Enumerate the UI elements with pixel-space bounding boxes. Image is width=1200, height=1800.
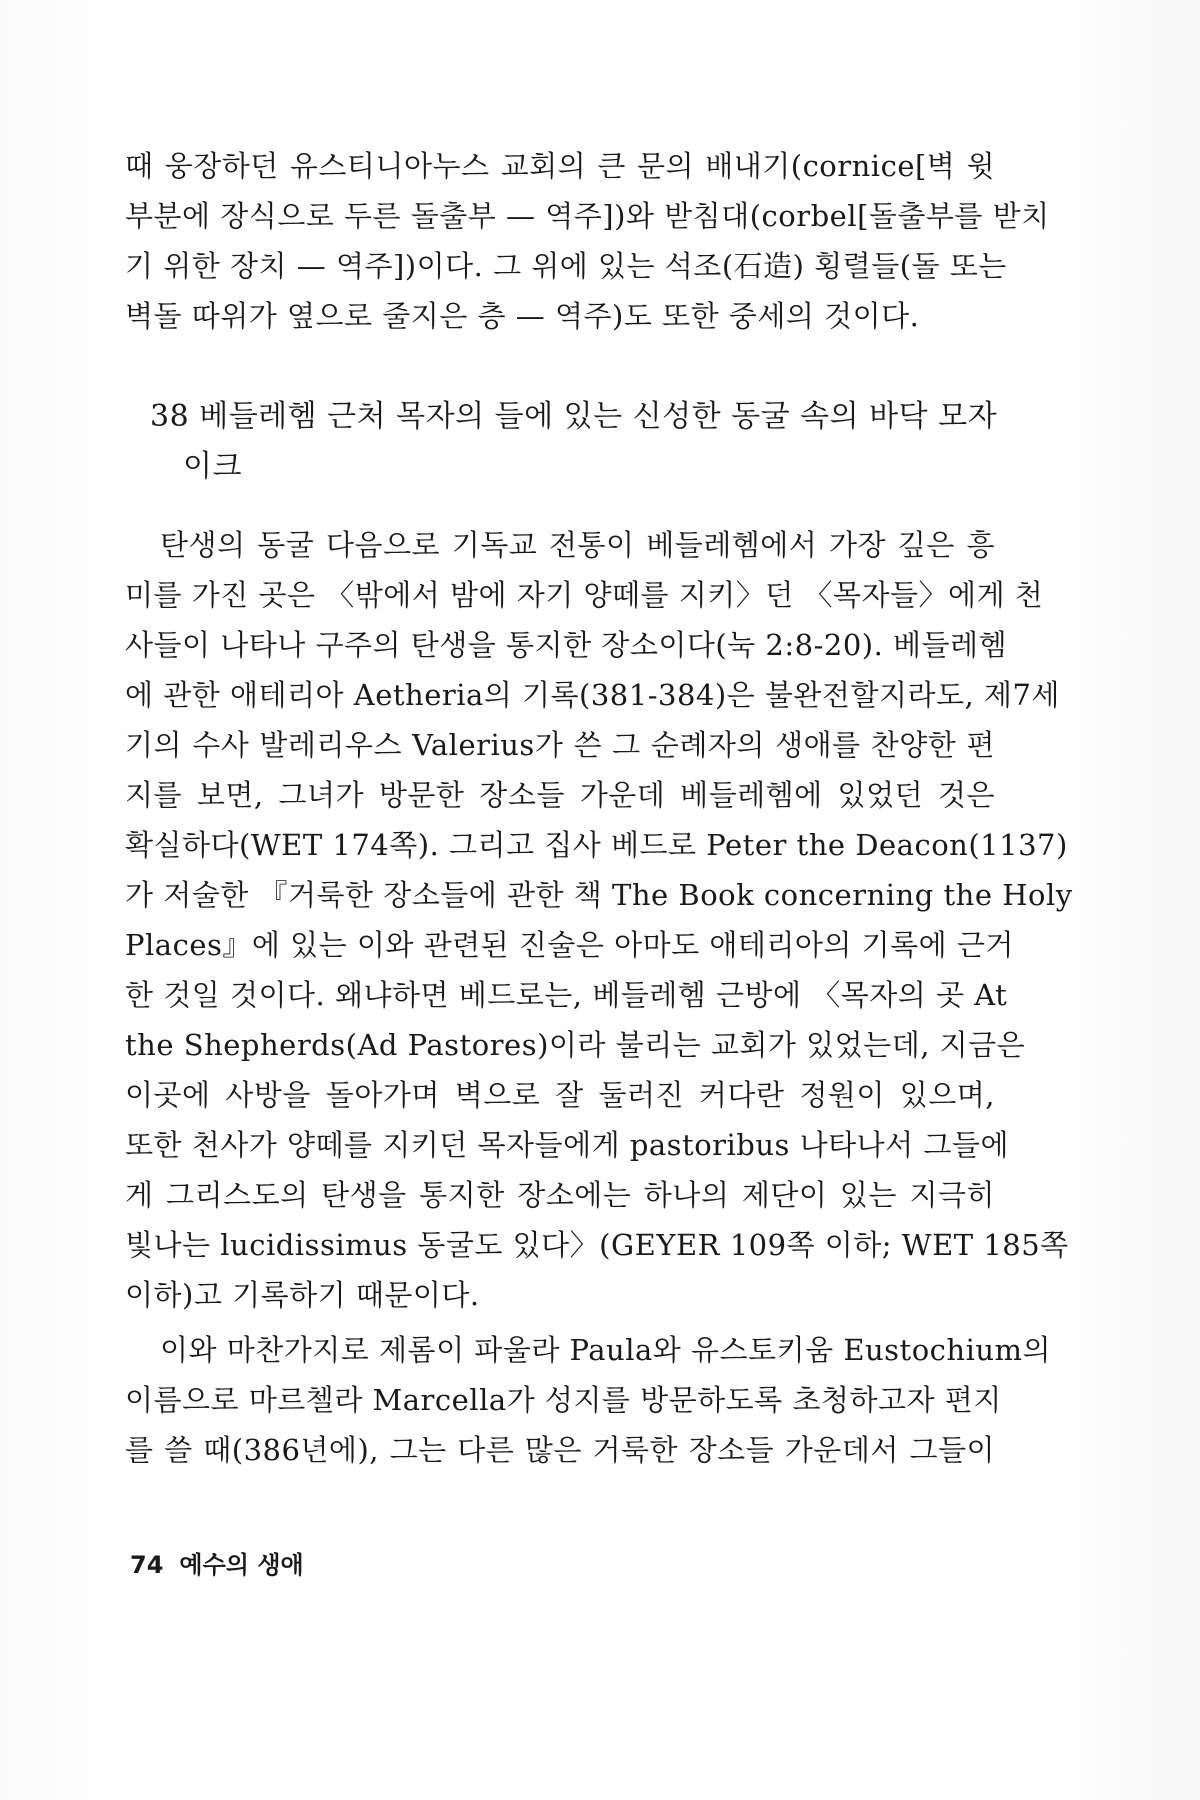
text-line: 기 위한 장치 — 역주])이다. 그 위에 있는 석조(石造) 횡렬들(돌 또는 [125, 249, 1007, 283]
text-line: 때 웅장하던 유스티니아누스 교회의 큰 문의 배내기(cornice[벽 윗 [125, 149, 995, 183]
text-line: 벽돌 따위가 옆으로 줄지은 층 — 역주)도 또한 중세의 것이다. [125, 299, 920, 333]
text-line: 가 저술한 『거룩한 장소들에 관한 책 The Book concerning the Holy [125, 878, 1073, 912]
text-line: 를 쓸 때(386년에), 그는 다른 많은 거룩한 장소들 가운데서 그들이 [125, 1433, 995, 1467]
text-line: 사들이 나타나 구주의 탄생을 통지한 장소이다(눅 2:8-20). 베들레헴 [125, 628, 1008, 662]
text-line: the Shepherds(Ad Pastores)이라 불리는 교회가 있었는데, 지금은 [125, 1028, 1026, 1062]
text-line: 탄생의 동굴 다음으로 기독교 전통이 베들레헴에서 가장 깊은 흥 [160, 528, 995, 562]
page-footer [130, 1548, 320, 1582]
text-line: 기의 수사 발레리우스 Valerius가 쓴 그 순례자의 생애를 찬양한 편 [125, 728, 995, 762]
text-line: 게 그리스도의 탄생을 통지한 장소에는 하나의 제단이 있는 지극히 [125, 1178, 995, 1212]
text-line: 부분에 장식으로 두른 돌출부 — 역주])와 받침대(corbel[돌출부를 받치 [125, 199, 1050, 233]
text-line: 이름으로 마르첼라 Marcella가 성지를 방문하도록 초청하고자 편지 [125, 1383, 1002, 1417]
page-number: 74 [130, 1551, 164, 1579]
running-title: 예수의 생애 [179, 1551, 304, 1579]
text-line: 한 것일 것이다. 왜냐하면 베드로는, 베들레헴 근방에 〈목자의 곳 At [125, 978, 1008, 1012]
text-line: 이하)고 기록하기 때문이다. [125, 1278, 480, 1312]
text-line: 확실하다(WET 174쪽). 그리고 집사 베드로 Peter the Deacon(1137) [125, 828, 1068, 862]
text-line: 이와 마찬가지로 제롬이 파울라 Paula와 유스토키움 Eustochium의 [160, 1333, 1052, 1367]
text-line: 에 관한 애테리아 Aetheria의 기록(381-384)은 불완전할지라도, 제7세 [125, 678, 1060, 712]
text-line: Places』에 있는 이와 관련된 진술은 아마도 애테리아의 기록에 근거 [125, 928, 1014, 962]
section-heading-line: 이크 [183, 449, 242, 484]
text-line: 지를 보면, 그녀가 방문한 장소들 가운데 베들레헴에 있었던 것은 [125, 778, 995, 812]
text-line: 이곳에 사방을 돌아가며 벽으로 잘 둘러진 커다란 정원이 있으며, [125, 1078, 995, 1112]
section-heading-line: 38 베들레헴 근처 목자의 들에 있는 신성한 동굴 속의 바닥 모자 [150, 399, 998, 434]
text-line: 또한 천사가 양떼를 지키던 목자들에게 pastoribus 나타나서 그들에 [125, 1128, 1009, 1162]
text-line: 빛나는 lucidissimus 동굴도 있다〉(GEYER 109쪽 이하; WET 185쪽 [125, 1228, 1069, 1262]
text-line: 미를 가진 곳은 〈밖에서 밤에 자기 양떼를 지키〉던 〈목자들〉에게 천 [125, 578, 1044, 612]
